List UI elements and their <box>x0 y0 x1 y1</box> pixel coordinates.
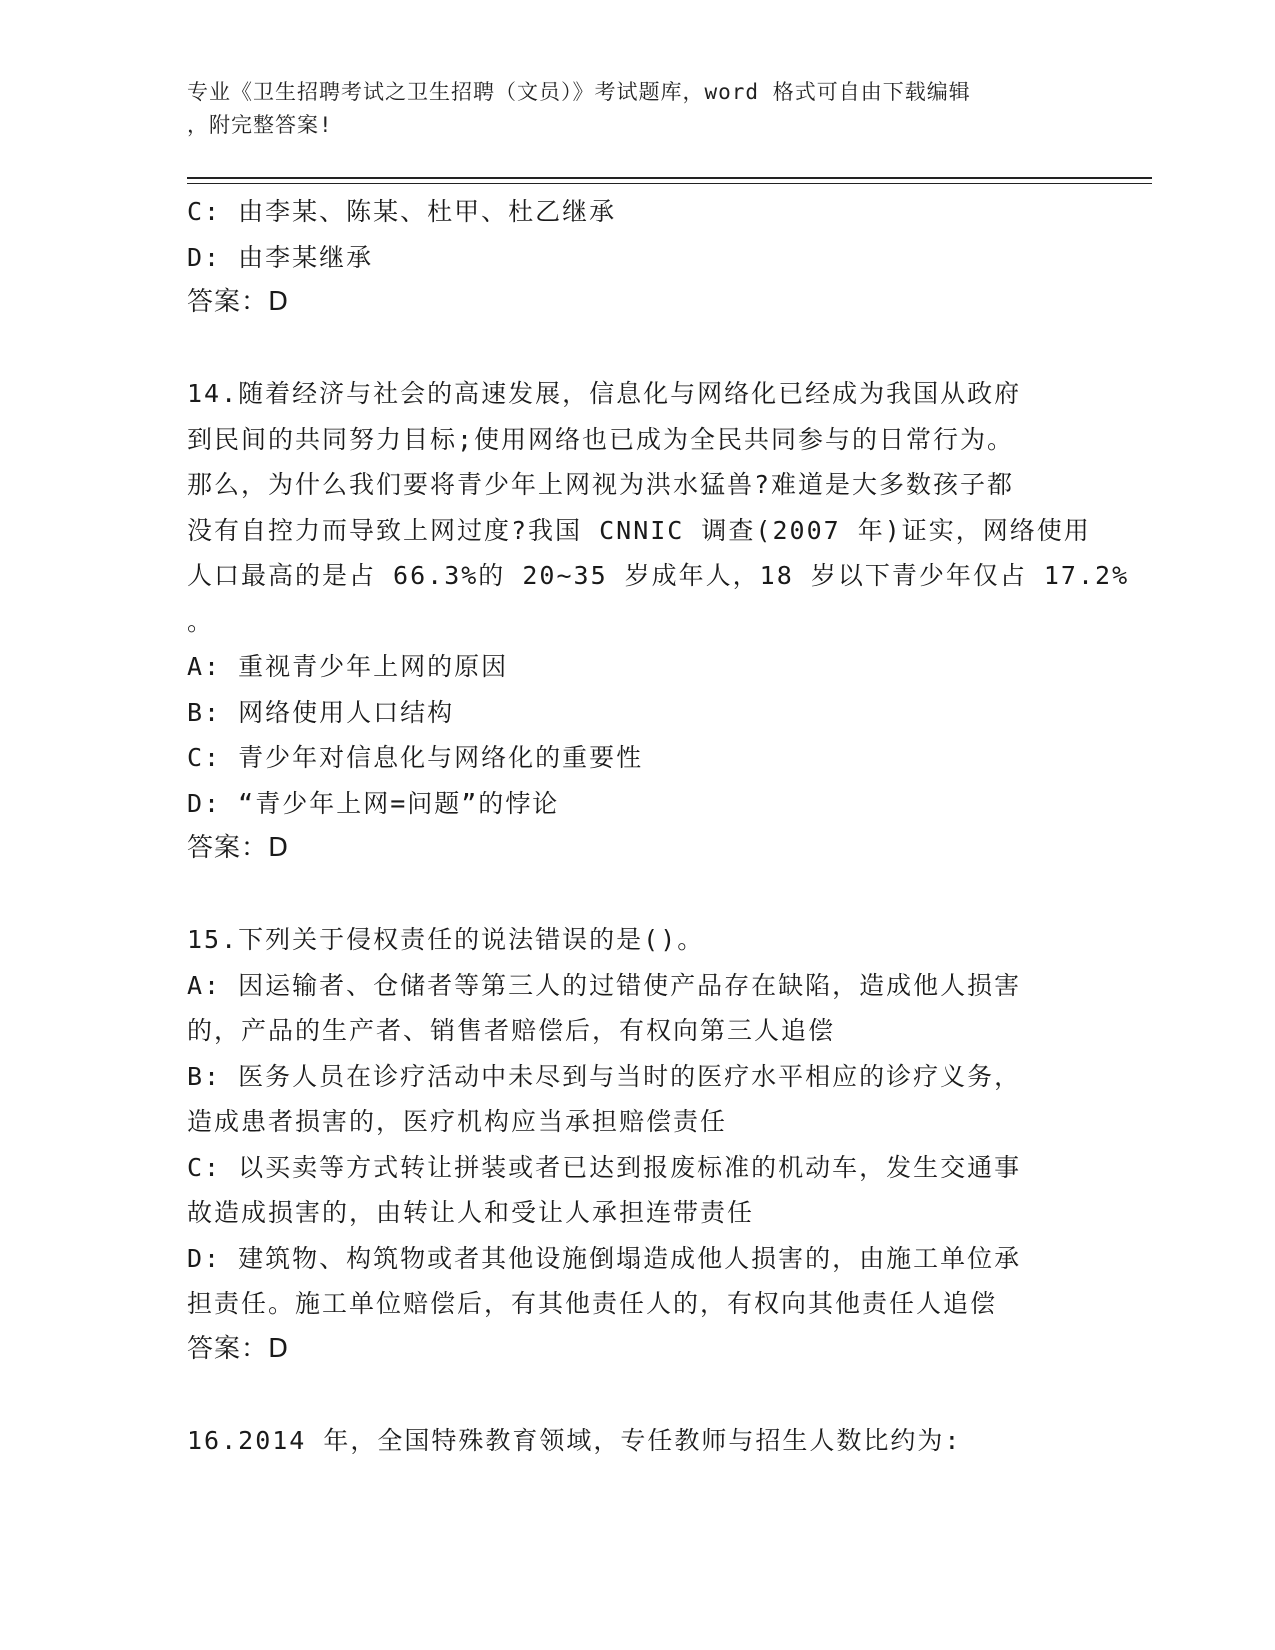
header-line-2: ，附完整答案! <box>187 113 333 137</box>
question-stem-line: 。 <box>187 606 215 636</box>
question-stem: 15.下列关于侵权责任的说法错误的是()。 <box>187 925 705 954</box>
option-a: A: 重视青少年上网的原因 <box>187 652 509 681</box>
question-16 <box>187 1418 1087 1464</box>
question-stem-line: 14.随着经济与社会的高速发展，信息化与网络化已经成为我国从政府 <box>187 379 1022 408</box>
option-a-line: 的，产品的生产者、销售者赔偿后，有权向第三人追偿 <box>187 1016 836 1045</box>
question-stem-line: 到民间的共同努力目标;使用网络也已成为全民共同参与的日常行为。 <box>187 424 1015 454</box>
option-d-line: 担责任。施工单位赔偿后，有其他责任人的，有权向其他责任人追偿 <box>187 1289 998 1318</box>
answer: 答案：D <box>187 1333 290 1364</box>
spacer <box>187 872 1087 918</box>
header-divider-thin <box>187 183 1152 184</box>
question-13-tail <box>187 189 1087 326</box>
answer: 答案：D <box>187 287 290 317</box>
header-line-1: 专业《卫生招聘考试之卫生招聘（文员）》考试题库，word 格式可自由下载编辑 <box>187 80 971 104</box>
option-c: C: 由李某、陈某、杜甲、杜乙继承 <box>187 197 617 226</box>
document-header <box>187 76 1087 142</box>
option-a-line: A: 因运输者、仓储者等第三人的过错使产品存在缺陷，造成他人损害 <box>187 970 1022 1000</box>
question-content <box>187 189 1130 1463</box>
header-divider-thick <box>187 177 1152 179</box>
option-d-line: D: 建筑物、构筑物或者其他设施倒塌造成他人损害的，由施工单位承 <box>187 1243 1022 1273</box>
question-14 <box>187 371 1130 872</box>
option-b: B: 网络使用人口结构 <box>187 697 455 727</box>
question-stem-line: 人口最高的是占 66.3%的 20~35 岁成年人，18 岁以下青少年仅占 17.2% <box>187 561 1130 590</box>
option-c: C: 青少年对信息化与网络化的重要性 <box>187 743 644 772</box>
option-c-line: 故造成损害的，由转让人和受让人承担连带责任 <box>187 1198 755 1227</box>
option-c-line: C: 以买卖等方式转让拼装或者已达到报废标准的机动车，发生交通事 <box>187 1152 1022 1182</box>
option-b-line: B: 医务人员在诊疗活动中未尽到与当时的医疗水平相应的诊疗义务， <box>187 1061 1022 1091</box>
option-d: D: “青少年上网=问题”的悖论 <box>187 788 560 818</box>
answer: 答案：D <box>187 833 290 863</box>
spacer <box>187 1372 1087 1418</box>
question-15 <box>187 917 1087 1372</box>
question-stem-line: 那么，为什么我们要将青少年上网视为洪水猛兽?难道是大多数孩子都 <box>187 470 1015 499</box>
question-stem: 16.2014 年，全国特殊教育领域，专任教师与招生人数比约为: <box>187 1425 962 1455</box>
option-d: D: 由李某继承 <box>187 242 374 272</box>
option-b-line: 造成患者损害的，医疗机构应当承担赔偿责任 <box>187 1107 728 1136</box>
question-stem-line: 没有自控力而导致上网过度?我国 CNNIC 调查(2007 年)证实，网络使用 <box>187 515 1091 545</box>
spacer <box>187 326 1087 372</box>
